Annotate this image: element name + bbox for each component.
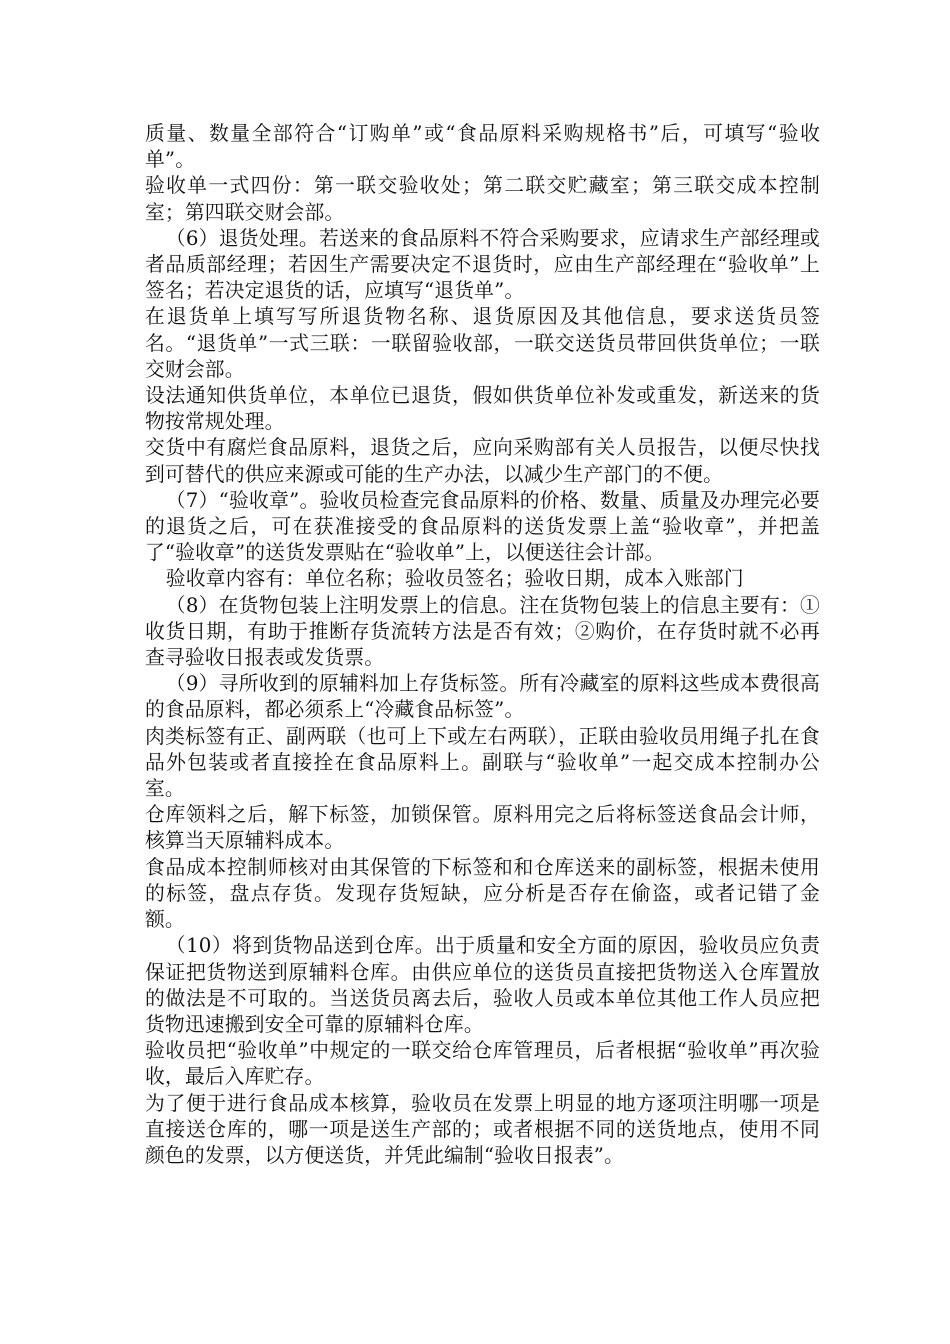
paragraph-6: 交货中有腐烂食品原料，退货之后，应向采购部有关人员报告，以便尽快找到可替代的供应来源或可能的生产办法，以减少生产部门的不便。 <box>145 436 820 486</box>
paragraph-16: 为了便于进行食品成本核算，验收员在发票上明显的地方逐项注明哪一项是直接送仓库的，哪一项是送生产部的；或者根据不同的送货地点，使用不同颜色的发票，以方便送货，并凭此编制“验收日报表”。 <box>145 1091 820 1167</box>
paragraph-7: （7）“验收章”。验收员检查完食品原料的价格、数量、质量及办理完必要的退货之后，可在获准接受的食品原料的送货发票上盖“验收章”，并把盖了“验收章”的送货发票贴在“验收单”上，以便送往会计部。 <box>145 488 820 565</box>
paragraph-3: （6）退货处理。若送来的食品原料不符合采购要求，应请求生产部经理或者品质部经理；若因生产需要决定不退货时，应由生产部经理在“验收单”上签名；若决定退货的话，应填写“退货单”。 <box>145 226 820 303</box>
paragraph-10: （9）寻所收到的原辅料加上存货标签。所有冷藏室的原料这些成本费很高的食品原料，都必须系上“冷藏食品标签”。 <box>145 672 820 722</box>
paragraph-5: 设法通知供货单位，本单位已退货，假如供货单位补发或重发，新送来的货物按常规处理。 <box>145 384 820 434</box>
paragraph-8: 验收章内容有：单位名称；验收员签名；验收日期，成本入账部门 <box>165 567 744 591</box>
paragraph-4: 在退货单上填写写所退货物名称、退货原因及其他信息，要求送货员签名。“退货单”一式三联：一联留验收部，一联交送货员带回供货单位；一联交财会部。 <box>145 305 820 381</box>
paragraph-11: 肉类标签有正、副两联（也可上下或左右两联），正联由验收员用绳子扎在食品外包装或者直接拴在食品原料上。副联与“验收单”一起交成本控制办公室。 <box>145 724 820 801</box>
paragraph-15: 验收员把“验收单”中规定的一联交给仓库管理员，后者根据“验收单”再次验收，最后入库贮存。 <box>145 1039 820 1089</box>
paragraph-9: （8）在货物包装上注明发票上的信息。注在货物包装上的信息主要有：①收货日期，有助于推断存货流转方法是否有效；②购价，在存货时就不必再查寻验收日报表或发货票。 <box>145 593 820 670</box>
paragraph-1: 质量、数量全部符合“订购单”或“食品原料采购规格书”后，可填写“验收单”。 <box>145 122 820 172</box>
document-body <box>145 121 820 1169</box>
paragraph-13: 食品成本控制师核对由其保管的下标签和和仓库送来的副标签，根据未使用的标签，盘点存货。发现存货短缺，应分析是否存在偷盗，或者记错了金额。 <box>145 855 820 932</box>
paragraph-2: 验收单一式四份：第一联交验收处；第二联交贮藏室；第三联交成本控制室；第四联交财会部。 <box>145 174 820 224</box>
paragraph-12: 仓库领料之后，解下标签，加锁保管。原料用完之后将标签送食品会计师，核算当天原辅料成本。 <box>145 803 820 853</box>
paragraph-14: （10）将到货物品送到仓库。出于质量和安全方面的原因，验收员应负责保证把货物送到原辅料仓库。由供应单位的送货员直接把货物送入仓库置放的做法是不可取的。当送货员离去后，验收人员或本单位其他工作人员应把货物迅速搬到安全可靠的原辅料仓库。 <box>145 934 820 1036</box>
